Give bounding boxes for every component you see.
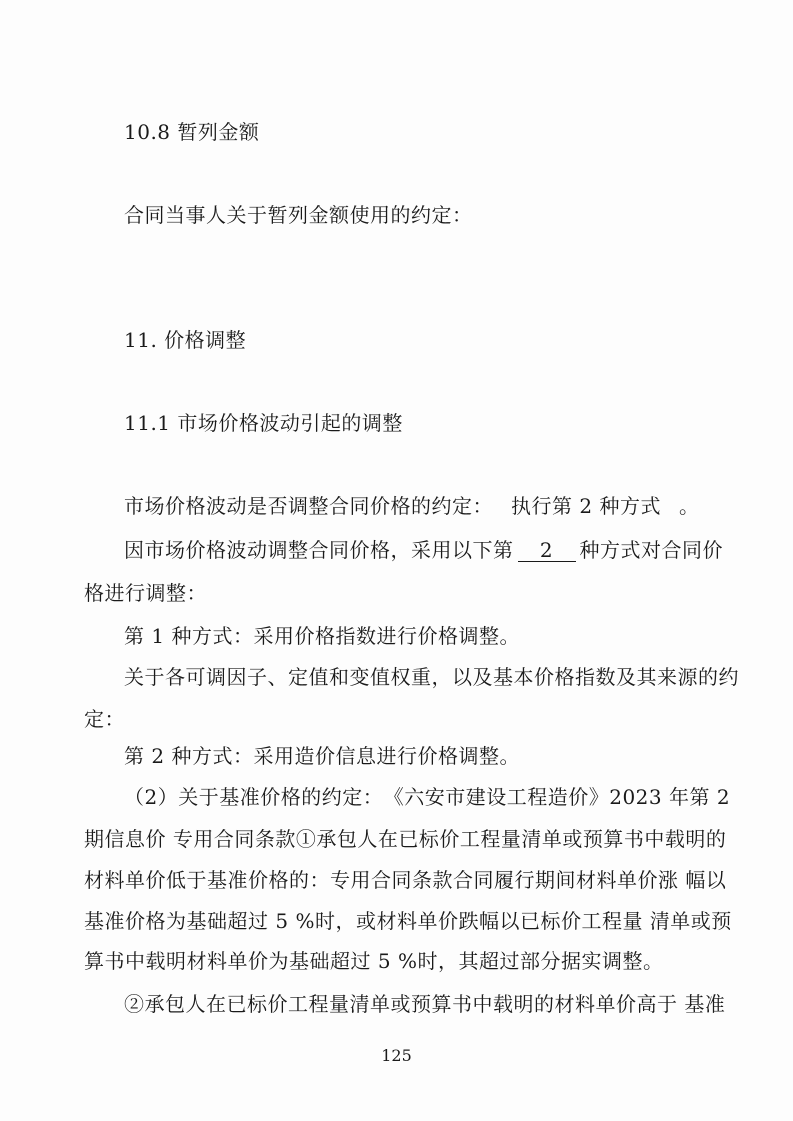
method-selection-line1 — [124, 536, 723, 564]
section-11-heading: 11. 价格调整 — [124, 328, 247, 352]
base-price-line5: 算书中载明材料单价为基础超过 5 %时，其超过部分据实调整。 — [84, 949, 664, 973]
method-1-note-line2: 定： — [84, 707, 125, 731]
base-price-line3: 材料单价低于基准价格的：专用合同条款合同履行期间材料单价涨 幅以 — [84, 868, 727, 892]
section-10-8-heading: 10.8 暂列金额 — [124, 120, 260, 144]
agreement-value: 执行第 2 种方式 — [511, 494, 661, 518]
agreement-label: 市场价格波动是否调整合同价格的约定： — [124, 494, 493, 518]
method-number: 2 — [518, 539, 576, 562]
method-2: 第 2 种方式：采用造价信息进行价格调整。 — [124, 744, 520, 768]
method-1: 第 1 种方式：采用价格指数进行价格调整。 — [124, 624, 520, 648]
clause-2-line1: ②承包人在已标价工程量清单或预算书中载明的材料单价高于 基准 — [124, 992, 726, 1016]
section-10-8-text: 合同当事人关于暂列金额使用的约定： — [124, 203, 473, 227]
method-selection-line2: 格进行调整： — [84, 581, 207, 605]
base-price-line4: 基准价格为基础超过 5 %时，或材料单价跌幅以已标价工程量 清单或预 — [84, 909, 732, 933]
base-price-line2: 期信息价 专用合同条款①承包人在已标价工程量清单或预算书中载明的 — [84, 827, 727, 851]
price-adjustment-agreement — [124, 492, 699, 520]
agreement-end: 。 — [678, 494, 700, 518]
page-number: 125 — [381, 1046, 412, 1065]
method-line1-post: 种方式对合同价 — [579, 538, 723, 562]
method-line1-pre: 因市场价格波动调整合同价格，采用以下第 — [124, 538, 514, 562]
method-1-note-line1: 关于各可调因子、定值和变值权重，以及基本价格指数及其来源的约 — [124, 665, 739, 689]
section-11-1-heading: 11.1 市场价格波动引起的调整 — [124, 411, 403, 435]
base-price-line1: （2）关于基准价格的约定： 《六安市建设工程造价》2023 年第 2 — [124, 785, 731, 809]
